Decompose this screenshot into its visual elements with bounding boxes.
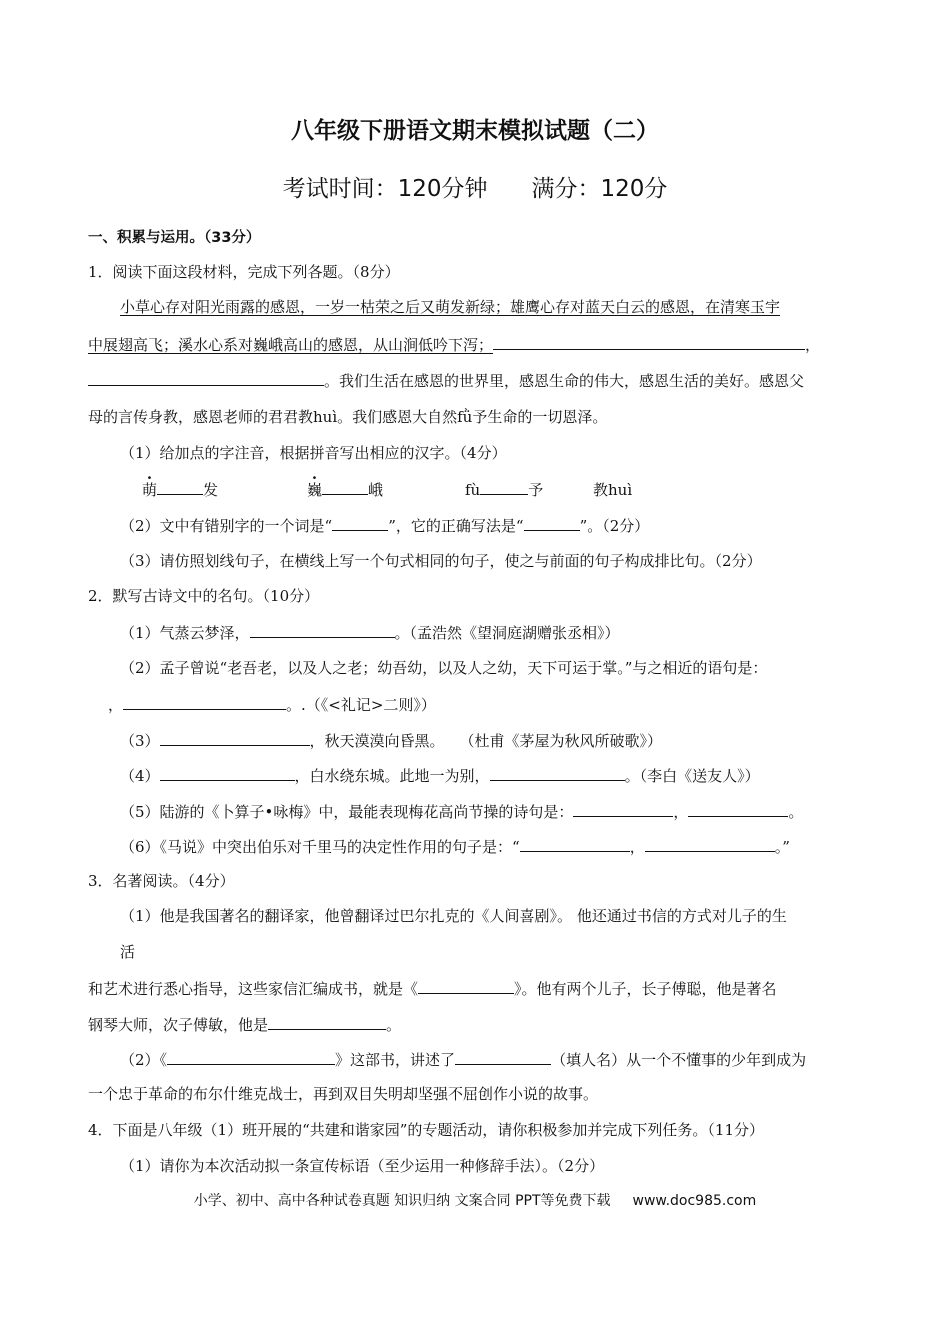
q1-sub3: （3）请仿照划线句子，在横线上写一个句式相同的句子，使之与前面的句子构成排比句。（2分） (120, 552, 762, 570)
dotted-char: 巍 (307, 481, 323, 499)
text: （3） (120, 732, 160, 750)
text: （2）《 (120, 1051, 168, 1069)
answer-blank[interactable] (332, 515, 388, 531)
q3-item1-line2: 活 (120, 943, 136, 961)
answer-blank[interactable] (322, 479, 368, 495)
section-heading: 一、积累与运用。（33分） (88, 230, 261, 246)
passage-text: 。我们生活在感恩的世界里，感恩生命的伟大，感恩生活的美好。感恩父 (324, 372, 805, 390)
punct: ， (805, 336, 821, 354)
q2-item3 (120, 730, 868, 751)
q1-passage-line4: 母的言传身教，感恩老师的君君教huì。我们感恩大自然fǜ予生命的一切恩泽。 (88, 408, 608, 426)
answer-blank[interactable] (250, 622, 395, 638)
q4-stem: 4．下面是八年级（1）班开展的“共建和谐家园”的专题活动，请你积极参加并完成下列任务。（11分） (88, 1121, 765, 1139)
answer-blank[interactable] (524, 515, 580, 531)
q2-item5 (120, 801, 868, 822)
text: ， (108, 696, 124, 714)
answer-blank[interactable] (455, 1049, 551, 1065)
text: 。 (788, 803, 804, 821)
answer-blank[interactable] (688, 801, 788, 817)
q4-item1: （1）请你为本次活动拟一条宣传标语（至少运用一种修辞手法）。（2分） (120, 1157, 605, 1175)
answer-blank[interactable] (123, 694, 286, 710)
text: 。 (386, 1016, 402, 1034)
text: （填人名）从一个不懂事的少年到成为 (551, 1051, 807, 1069)
page-footer (0, 1190, 950, 1210)
q1-passage-line3 (88, 370, 868, 391)
text: 》这部书，讲述了 (335, 1051, 456, 1069)
char: 予 (528, 481, 544, 499)
text: ，白水绕东城。此地一为别， (294, 767, 490, 785)
text: ”。（2分） (579, 517, 650, 535)
text: 。” (774, 838, 790, 856)
text: 》。他有两个儿子，长子傅聪，他是著名 (514, 980, 777, 998)
text: 和艺术进行悉心指导，这些家信汇编成书，就是《 (88, 980, 419, 998)
char: 峨 (368, 481, 384, 499)
q3-stem: 3．名著阅读。（4分） (88, 872, 235, 890)
q1-stem: 1．阅读下面这段材料，完成下列各题。（8分） (88, 263, 400, 281)
text: （6）《马说》中突出伯乐对千里马的决定性作用的句子是：“ (120, 838, 520, 856)
text: 。.（《<礼记>二则》） (286, 696, 436, 714)
text: 。（李白《送友人》） (624, 767, 760, 785)
q1-passage-line1 (120, 297, 900, 317)
pinyin: fù (465, 481, 481, 499)
answer-blank[interactable] (645, 836, 775, 852)
answer-blank[interactable] (520, 836, 630, 852)
q2-item6 (120, 836, 868, 857)
page-title: 八年级下册语文期末模拟试题（二） (291, 118, 659, 144)
underlined-sentence: 小草心存对阳光雨露的感恩，一岁一枯荣之后又萌发新绿；雄鹰心存对蓝天白云的感恩，在清寒玉宇 (120, 298, 781, 316)
answer-blank[interactable] (160, 765, 295, 781)
answer-blank[interactable] (493, 334, 805, 350)
pinyin-item (465, 479, 593, 500)
pinyin-item: 教huì (593, 481, 633, 499)
text: 钢琴大师，次子傅敏，他是 (88, 1016, 269, 1034)
text: ”，它的正确写法是“ (388, 517, 524, 535)
pinyin-item (307, 479, 465, 500)
answer-blank[interactable] (490, 765, 625, 781)
q2-item2: （2）孟子曾说“老吾老，以及人之老；幼吾幼，以及人之幼，天下可运于掌。”与之相近的语句是： (120, 659, 768, 677)
text: 。（孟浩然《望洞庭湖赠张丞相》） (394, 624, 620, 642)
q1-sub1: （1）给加点的字注音，根据拼音写出相应的汉字。（4分） (120, 444, 507, 462)
q3-item1-line4 (88, 1014, 868, 1035)
answer-blank[interactable] (480, 479, 528, 495)
q3-item1-line3 (88, 978, 868, 999)
answer-blank[interactable] (167, 1049, 335, 1065)
text: ， (629, 838, 645, 856)
q1-passage-line2 (88, 334, 868, 355)
footer-site-link[interactable]: www.doc985.com (632, 1193, 757, 1209)
answer-blank[interactable] (88, 370, 324, 386)
q2-stem: 2．默写古诗文中的名句。（10分） (88, 587, 320, 605)
answer-blank[interactable] (268, 1014, 386, 1030)
footer-text: 小学、初中、高中各种试卷真题 知识归纳 文案合同 PPT等免费下载 (193, 1193, 611, 1209)
q3-item1-line1: （1）他是我国著名的翻译家，他曾翻译过巴尔扎克的《人间喜剧》。 他还通过书信的方式对儿子的生 (120, 907, 787, 925)
q3-item2-line1 (120, 1049, 868, 1070)
q2-item4 (120, 765, 868, 786)
underlined-sentence: 中展翅高飞；溪水心系对巍峨高山的感恩，从山涧低吟下泻； (88, 336, 494, 354)
answer-blank[interactable] (573, 801, 673, 817)
q3-item2-line2: 一个忠于革命的布尔什维克战士，再到双目失明却坚强不屈创作小说的故事。 (88, 1085, 599, 1103)
answer-blank[interactable] (160, 730, 310, 746)
answer-blank[interactable] (418, 978, 514, 994)
pinyin-item (142, 479, 307, 500)
full-score: 满分：120分 (531, 176, 668, 202)
exam-info (0, 170, 950, 203)
answer-blank[interactable] (157, 479, 203, 495)
text: ， (673, 803, 689, 821)
q2-item2-answer (108, 694, 888, 715)
q2-item1 (120, 622, 868, 643)
char: 发 (203, 481, 219, 499)
exam-time: 考试时间：120分钟 (282, 176, 488, 202)
text: （2）文中有错别字的一个词是“ (120, 517, 333, 535)
q1-pinyin-row (142, 479, 922, 500)
text: ，秋天漠漠向昏黑。 （杜甫《茅屋为秋风所破歌》） (309, 732, 663, 750)
q1-sub2 (120, 515, 868, 536)
text: （5）陆游的《卜算子•咏梅》中，最能表现梅花高尚节操的诗句是： (120, 803, 574, 821)
text: （4） (120, 767, 160, 785)
text: （1）气蒸云梦泽， (120, 624, 250, 642)
dotted-char: 萌 (142, 481, 158, 499)
